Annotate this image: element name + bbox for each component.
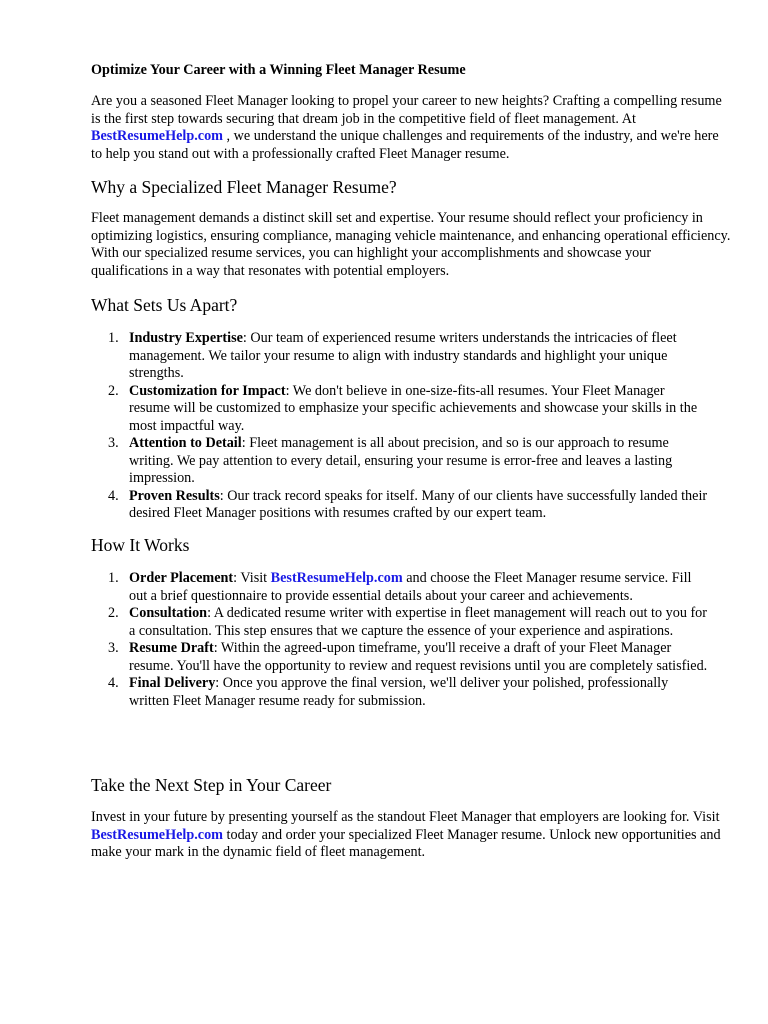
- list-text: and choose the Fleet Manager resume service. Fill out a brief questionnaire to provide essential details about your career and achievements.: [129, 570, 692, 604]
- how-list-item: [91, 640, 709, 675]
- list-number: 2.: [108, 382, 119, 399]
- heading-how: How It Works: [91, 535, 190, 555]
- list-number: 4.: [108, 675, 119, 691]
- next-text-1: Invest in your future by presenting yourself as the standout Fleet Manager that employers are looking for. Visit: [91, 809, 720, 825]
- next-text-2: today and order your specialized Fleet Manager resume. Unlock new opportunities and make your mark in the dynamic field of fleet management.: [91, 826, 721, 860]
- list-text: : A dedicated resume writer with expertise in fleet management will reach out to you for a consultation. This step ensures that we capture the essence of your experience and aspirations.: [129, 605, 708, 639]
- apart-list-item: [91, 435, 709, 488]
- document-title: Optimize Your Career with a Winning Fleet Manager Resume: [91, 62, 466, 78]
- list-term: Resume Draft: [129, 640, 214, 656]
- list-term: Industry Expertise: [129, 330, 243, 346]
- intro-link[interactable]: BestResumeHelp.com: [91, 128, 223, 144]
- list-term: Consultation: [129, 605, 208, 621]
- list-term: Final Delivery: [129, 675, 216, 691]
- heading-apart: What Sets Us Apart?: [91, 295, 238, 315]
- apart-list-item: [91, 383, 709, 436]
- list-term: Proven Results: [129, 487, 220, 504]
- list-number: 4.: [108, 487, 119, 504]
- how-list-item: [91, 675, 709, 710]
- apart-list-item: [91, 488, 709, 523]
- list-text: : Our team of experienced resume writers understands the intricacies of fleet management. We tailor your resume to align with industry standards and highlight your unique strengths.: [129, 330, 677, 381]
- intro-paragraph: [91, 93, 731, 163]
- list-text: : Once you approve the final version, we'll deliver your polished, professionally written Fleet Manager resume ready for submission.: [129, 675, 669, 709]
- list-number: 1.: [108, 570, 119, 586]
- apart-list-item: [91, 330, 709, 383]
- list-text: : Fleet management is all about precision, and so is our approach to resume writing. We pay attention to every detail, ensuring your resume is error-free and leaves a lasting impression.: [129, 435, 673, 486]
- how-list-item: [91, 605, 709, 640]
- why-paragraph: Fleet management demands a distinct skill set and expertise. Your resume should reflect your proficiency in optimizing logistics, ensuring compliance, managing vehicle maintenance, and enhancing operational efficiency. With our specialized resume services, you can highlight your accomplishments and showcase your qualifications in a way that resonates with potential employers.: [91, 210, 731, 279]
- heading-next: Take the Next Step in Your Career: [91, 775, 332, 795]
- list-number: 3.: [108, 435, 119, 451]
- how-list: [91, 570, 731, 710]
- list-number: 2.: [108, 605, 119, 621]
- list-text: : Within the agreed-upon timeframe, you'll receive a draft of your Fleet Manager resume. You'll have the opportunity to review and request revisions until you are completely satisfied.: [129, 640, 708, 674]
- intro-text-2: , we understand the unique challenges and requirements of the industry, and we're here to help you stand out with a professionally crafted Fleet Manager resume.: [91, 128, 719, 162]
- list-text: : We don't believe in one-size-fits-all resumes. Your Fleet Manager resume will be customized to emphasize your specific achievements and showcase your skills in the most impactful way.: [129, 382, 698, 434]
- list-term: Attention to Detail: [129, 435, 242, 451]
- intro-text-1: Are you a seasoned Fleet Manager looking to propel your career to new heights? Crafting a compelling resume is the first step towards securing that dream job in the competitive field of fleet management. At: [91, 93, 722, 127]
- apart-list: [91, 330, 731, 523]
- list-number: 1.: [108, 330, 119, 346]
- heading-why: Why a Specialized Fleet Manager Resume?: [91, 177, 397, 197]
- list-number: 3.: [108, 640, 119, 656]
- list-term: Order Placement: [129, 570, 234, 586]
- next-link[interactable]: BestResumeHelp.com: [91, 826, 223, 843]
- list-term: Customization for Impact: [129, 382, 286, 399]
- order-link[interactable]: BestResumeHelp.com: [270, 570, 403, 586]
- list-text: : Visit: [233, 570, 271, 586]
- list-text: : Our track record speaks for itself. Many of our clients have successfully landed their desired Fleet Manager positions with resumes crafted by our expert team.: [129, 487, 708, 521]
- how-list-item: [91, 570, 709, 605]
- next-paragraph: [91, 809, 731, 862]
